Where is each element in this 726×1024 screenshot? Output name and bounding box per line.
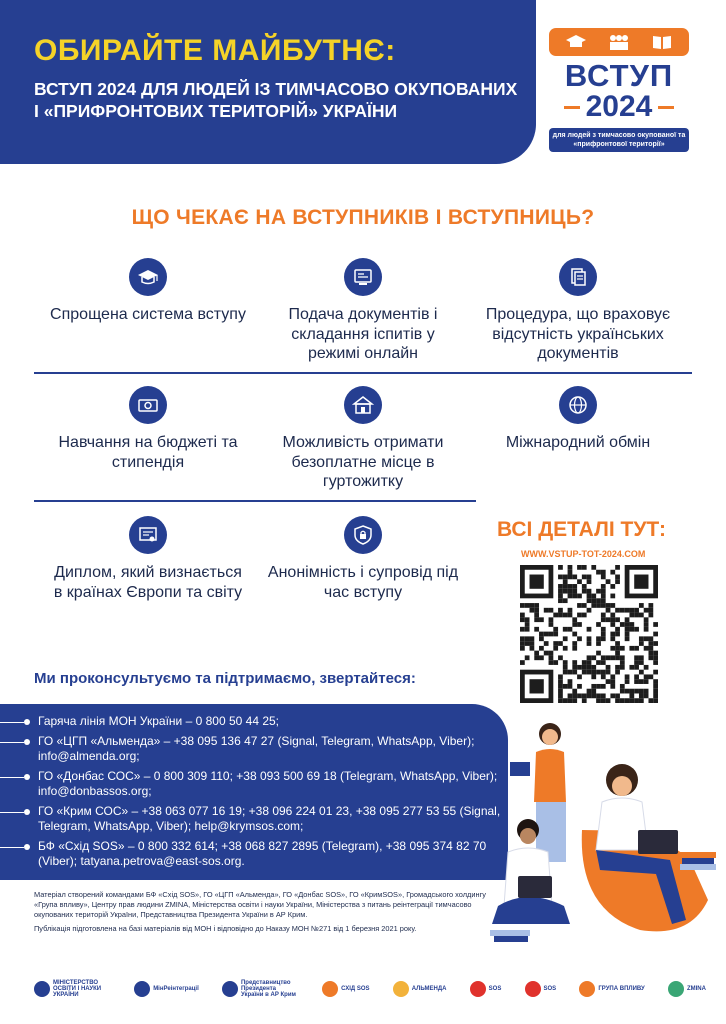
header-banner (0, 0, 536, 164)
details-title: ВСІ ДЕТАЛІ ТУТ: (497, 518, 666, 541)
contact-hotline: Гаряча лінія МОН України – 0 800 50 44 25; (24, 714, 508, 729)
logo-year-row (549, 92, 689, 122)
partner-logo-label: SOS (543, 986, 557, 992)
partner-logo-icon (525, 981, 541, 997)
grid-divider (34, 372, 692, 374)
publication-note: Публікація підготовлена на базі матеріалів від МОН і відповідно до Наказу МОН №271 від 1 березня 2021 року. (34, 924, 417, 933)
partner-logo-icon (579, 981, 595, 997)
logo-icons-strip (549, 28, 689, 56)
partner-logo-label: ГРУПА ВПЛИВУ (598, 986, 645, 992)
partner-logo-icon (470, 981, 486, 997)
partner-logo (393, 981, 447, 997)
partner-logo-label: Представництво Президента України в АР Крим (240, 980, 296, 998)
section-title: ЩО ЧЕКАЄ НА ВСТУПНИКІВ І ВСТУПНИЦЬ? (131, 206, 595, 229)
partner-logo-label: SOS (488, 986, 502, 992)
book-icon (651, 33, 673, 51)
feature-item (266, 386, 460, 492)
feature-text: Анонімність і супровід під час вступу (267, 564, 459, 601)
grid-divider (34, 500, 476, 502)
logo-dash-left (564, 106, 580, 109)
graduation-cap-icon (565, 33, 587, 51)
people-icon (608, 33, 630, 51)
online-documents-icon (344, 258, 382, 296)
partner-logo (222, 980, 299, 998)
logo-word: ВСТУП (564, 58, 674, 93)
partner-logo (134, 981, 199, 997)
documents-icon (559, 258, 597, 296)
logo-dash-right (658, 106, 674, 109)
contact-donbas-sos: ГО «Донбас СОС» – 0 800 309 110; +38 093 500 69 18 (Telegram, WhatsApp, Viber); info@donbassos.org; (24, 769, 508, 799)
feature-item (266, 516, 460, 602)
contact-krym-sos: ГО «Крим СОС» – +38 063 077 16 19; +38 096 224 01 23, +38 095 277 53 55 (Signal, Telegram, WhatsApp, Viber); help@krymsos.com; (24, 804, 508, 834)
consult-heading: Ми проконсультуємо та підтримаємо, звертайтеся: (34, 670, 416, 687)
partner-logo (668, 981, 706, 997)
feature-text: Подача документів і складання іспитів у режимі онлайн (288, 306, 438, 362)
page-title: ОБИРАЙТЕ МАЙБУТНЄ: (34, 34, 396, 67)
partner-logo-icon (222, 981, 238, 997)
feature-text: Міжнародний обмін (505, 434, 651, 451)
partner-logo-label: ZMINA (686, 986, 706, 992)
vstup-logo (549, 28, 689, 152)
credits-text: Матеріал створений командами БФ «Схід SOS», ГО «ЦГП «Альменда», ГО «Донбас SOS», ГО «КримSOS», Громадського холдингу «Група впливу», Центру прав людини ZMINA, Міністерства освіти і науки України, Міністерства з питань реінтеграції тимчасово окупованих територій України, Представництва Президента України в АР Крим. (34, 890, 486, 919)
partner-logo-label: СХІД SOS (341, 986, 370, 992)
feature-text: Диплом, який визнається в країнах Європи та світу (53, 564, 243, 601)
partner-logo (470, 981, 502, 997)
feature-text: Спрощена система вступу (50, 306, 246, 323)
feature-item (50, 516, 246, 602)
partner-logo-label: АЛЬМЕНДА (411, 986, 447, 992)
logo-year: 2024 (585, 90, 653, 123)
details-url-link[interactable]: WWW.VSTUP-TOT-2024.COM (521, 549, 646, 559)
feature-item (490, 386, 666, 453)
partner-logo-icon (393, 981, 409, 997)
globe-icon (559, 386, 597, 424)
dormitory-icon (344, 386, 382, 424)
partner-logo (579, 981, 644, 997)
money-icon (129, 386, 167, 424)
diploma-icon (129, 516, 167, 554)
contact-almenda: ГО «ЦГП «Альменда» – +38 095 136 47 27 (Signal, Telegram, WhatsApp, Viber); info@almenda.org; (24, 734, 508, 764)
contact-skhid-sos: БФ «Схід SOS» – 0 800 332 614; +38 068 827 2895 (Telegram), +38 095 374 82 70 (Viber); tatyana.petrova@east-sos.org. (24, 839, 508, 869)
feature-item (50, 386, 246, 472)
logo-tagline: для людей з тимчасово окупованої та «прифронтової території» (549, 128, 689, 152)
page-subtitle: ВСТУП 2024 ДЛЯ ЛЮДЕЙ ІЗ ТИМЧАСОВО ОКУПОВАНИХ І «ПРИФРОНТОВИХ ТЕРИТОРІЙ» УКРАЇНИ (34, 79, 518, 121)
partner-logo-label: МІНІСТЕРСТВО ОСВІТИ І НАУКИ УКРАЇНИ (53, 980, 102, 998)
feature-text: Процедура, що враховує відсутність українських документів (485, 306, 671, 362)
feature-text: Можливість отримати безоплатне місце в гуртожитку (282, 434, 444, 490)
partner-logo (322, 981, 369, 997)
qr-code[interactable] (520, 565, 658, 703)
feature-item (470, 258, 686, 364)
partner-logo-icon (668, 981, 684, 997)
shield-lock-icon (344, 516, 382, 554)
partner-logo (525, 981, 557, 997)
partner-logo-label: МінРеінтеграції (153, 986, 199, 992)
partners-strip (34, 976, 706, 1002)
partner-logo-icon (34, 981, 50, 997)
feature-item (50, 258, 246, 325)
partner-logo-icon (322, 981, 338, 997)
contacts-panel (0, 704, 508, 880)
partner-logo-icon (134, 981, 150, 997)
feature-text: Навчання на бюджеті та стипендія (58, 434, 238, 471)
feature-item (268, 258, 458, 364)
graduation-cap-icon (129, 258, 167, 296)
students-illustration (490, 710, 726, 950)
partner-logo (34, 980, 111, 998)
